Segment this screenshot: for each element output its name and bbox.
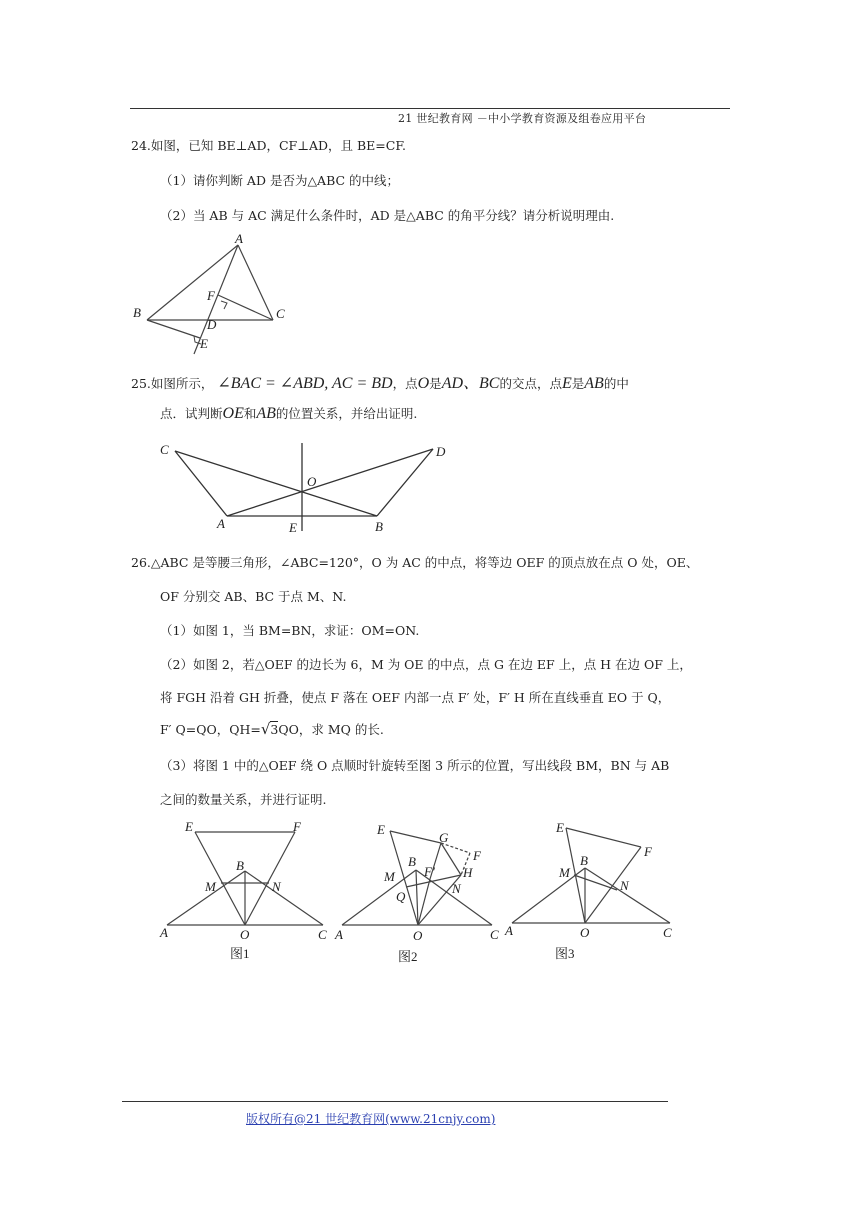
q26-text: F′ Q=QO，QH= bbox=[160, 722, 261, 737]
q26-figure-1 bbox=[155, 815, 335, 965]
label-Fprime: F' bbox=[424, 864, 435, 879]
label-C: C bbox=[490, 927, 499, 942]
q25-point-O: O bbox=[417, 375, 430, 392]
label-B: B bbox=[580, 853, 588, 868]
q26-text: QO，求 MQ 的长. bbox=[278, 722, 384, 737]
header-rule bbox=[130, 108, 730, 109]
q25-text: 的交点，点 bbox=[499, 376, 562, 391]
q25-text: 是 bbox=[429, 376, 442, 391]
caption-fig3: 图3 bbox=[555, 946, 575, 961]
q26-figure-2 bbox=[330, 815, 510, 970]
q25-text: 是 bbox=[571, 376, 585, 391]
label-A: A bbox=[335, 927, 343, 942]
label-A: A bbox=[505, 923, 513, 938]
seg-MN bbox=[574, 875, 617, 890]
label-A: A bbox=[160, 925, 168, 940]
seg-EG bbox=[390, 831, 441, 843]
label-D: D bbox=[436, 444, 446, 459]
label-N: N bbox=[272, 879, 281, 894]
sqrt-radicand: 3 bbox=[270, 722, 279, 737]
q25-seg-OE: OE bbox=[222, 405, 244, 422]
q26-part2c bbox=[160, 720, 384, 738]
q26-line2: OF 分别交 AB、BC 于点 M、N. bbox=[160, 589, 347, 604]
seg-GH bbox=[441, 843, 461, 875]
q24-stem: 24.如图，已知 BE⊥AD，CF⊥AD，且 BE=CF. bbox=[131, 138, 407, 153]
label-H: H bbox=[463, 865, 473, 880]
right-angle-F bbox=[221, 301, 227, 309]
q25-line2 bbox=[160, 404, 417, 423]
seg-AC bbox=[238, 245, 273, 320]
header-site: 21 世纪教育网 －中小学教育资源及组卷应用平台 bbox=[398, 112, 647, 125]
seg-AB bbox=[512, 868, 585, 923]
label-Q: Q bbox=[396, 889, 406, 904]
label-O: O bbox=[413, 928, 423, 943]
q26-line1: 26.△ABC 是等腰三角形，∠ABC=120°，O 为 AC 的中点，将等边 OEF 的顶点放在点 O 处，OE、 bbox=[131, 555, 699, 570]
q24-figure bbox=[125, 232, 295, 362]
label-E: E bbox=[556, 820, 564, 835]
q26-part2a: （2）如图 2，若△OEF 的边长为 6，M 为 OE 的中点，点 G 在边 EF 上，点 H 在边 OF 上， bbox=[160, 657, 692, 672]
q25-seg-AB: AB bbox=[256, 405, 276, 422]
seg-FO bbox=[585, 847, 641, 923]
seg-EF bbox=[566, 828, 641, 847]
label-O: O bbox=[307, 474, 317, 489]
label-C: C bbox=[663, 925, 672, 940]
q25-text: 和 bbox=[243, 406, 257, 421]
label-G: G bbox=[439, 830, 449, 845]
q25-text: ，点 bbox=[392, 376, 418, 391]
label-C: C bbox=[318, 927, 327, 942]
label-B: B bbox=[408, 854, 416, 869]
label-B: B bbox=[236, 858, 244, 873]
label-E: E bbox=[200, 336, 208, 351]
label-B: B bbox=[375, 519, 383, 534]
seg-AD bbox=[227, 449, 433, 516]
seg-BC bbox=[585, 868, 670, 923]
q26-figure-3 bbox=[500, 815, 680, 965]
label-E: E bbox=[377, 822, 385, 837]
q25-figure bbox=[155, 438, 455, 538]
caption-fig2: 图2 bbox=[398, 949, 418, 964]
label-E: E bbox=[185, 819, 193, 834]
seg-BO bbox=[416, 870, 418, 925]
q26-part3b: 之间的数量关系，并进行证明. bbox=[160, 792, 327, 807]
q25-condition: ∠BAC = ∠ABD, AC = BD bbox=[217, 375, 393, 392]
q26-part2b: 将 FGH 沿着 GH 折叠，使点 F 落在 OEF 内部一点 F′ 处，F′ H 所在直线垂直 EO 于 Q， bbox=[160, 690, 671, 705]
q25-line1 bbox=[131, 370, 629, 393]
seg-BD bbox=[377, 449, 433, 516]
label-M: M bbox=[384, 869, 395, 884]
footer-rule bbox=[122, 1101, 668, 1102]
label-C: C bbox=[276, 306, 285, 321]
label-F: F bbox=[207, 288, 215, 303]
label-D: D bbox=[207, 317, 217, 332]
label-A: A bbox=[235, 232, 243, 246]
q25-text: 的中 bbox=[603, 376, 629, 391]
sqrt-symbol: √3 bbox=[260, 720, 279, 738]
q25-lines-AD-BC: AD、BC bbox=[441, 375, 500, 392]
seg-CF bbox=[218, 295, 273, 320]
label-B: B bbox=[133, 305, 141, 320]
seg-EO bbox=[195, 832, 245, 925]
label-O: O bbox=[580, 925, 590, 940]
seg-CB bbox=[175, 451, 377, 516]
label-N: N bbox=[620, 878, 629, 893]
label-A: A bbox=[217, 516, 225, 531]
label-E: E bbox=[289, 520, 297, 535]
seg-CA bbox=[175, 451, 227, 516]
seg-BE bbox=[147, 320, 200, 338]
label-O: O bbox=[240, 927, 250, 942]
caption-fig1: 图1 bbox=[230, 946, 250, 961]
q25-seg-AB: AB bbox=[584, 375, 604, 392]
label-M: M bbox=[205, 879, 216, 894]
seg-BC bbox=[245, 871, 323, 925]
q25-point-E: E bbox=[561, 375, 572, 392]
label-F: F bbox=[644, 844, 652, 859]
footer-copyright-link[interactable]: 版权所有@21 世纪教育网(www.21cnjy.com) bbox=[246, 1112, 496, 1126]
label-F: F bbox=[293, 819, 301, 834]
q24-part1: （1）请你判断 AD 是否为△ABC 的中线； bbox=[160, 173, 400, 188]
label-N: N bbox=[452, 881, 461, 896]
q26-part1: （1）如图 1，当 BM=BN，求证：OM=ON. bbox=[160, 623, 420, 638]
q24-part2: （2）当 AB 与 AC 满足什么条件时，AD 是△ABC 的角平分线？请分析说明理由. bbox=[160, 208, 615, 223]
q25-num: 25.如图所示， bbox=[131, 376, 214, 391]
label-F: F bbox=[473, 848, 481, 863]
label-C: C bbox=[160, 442, 169, 457]
q25-text: 点．试判断 bbox=[160, 406, 223, 421]
seg-FO bbox=[245, 832, 295, 925]
q26-part3a: （3）将图 1 中的△OEF 绕 O 点顺时针旋转至图 3 所示的位置，写出线段 BM，BN 与 AB bbox=[160, 758, 670, 773]
q25-text: 的位置关系，并给出证明. bbox=[275, 406, 418, 421]
label-M: M bbox=[559, 865, 570, 880]
